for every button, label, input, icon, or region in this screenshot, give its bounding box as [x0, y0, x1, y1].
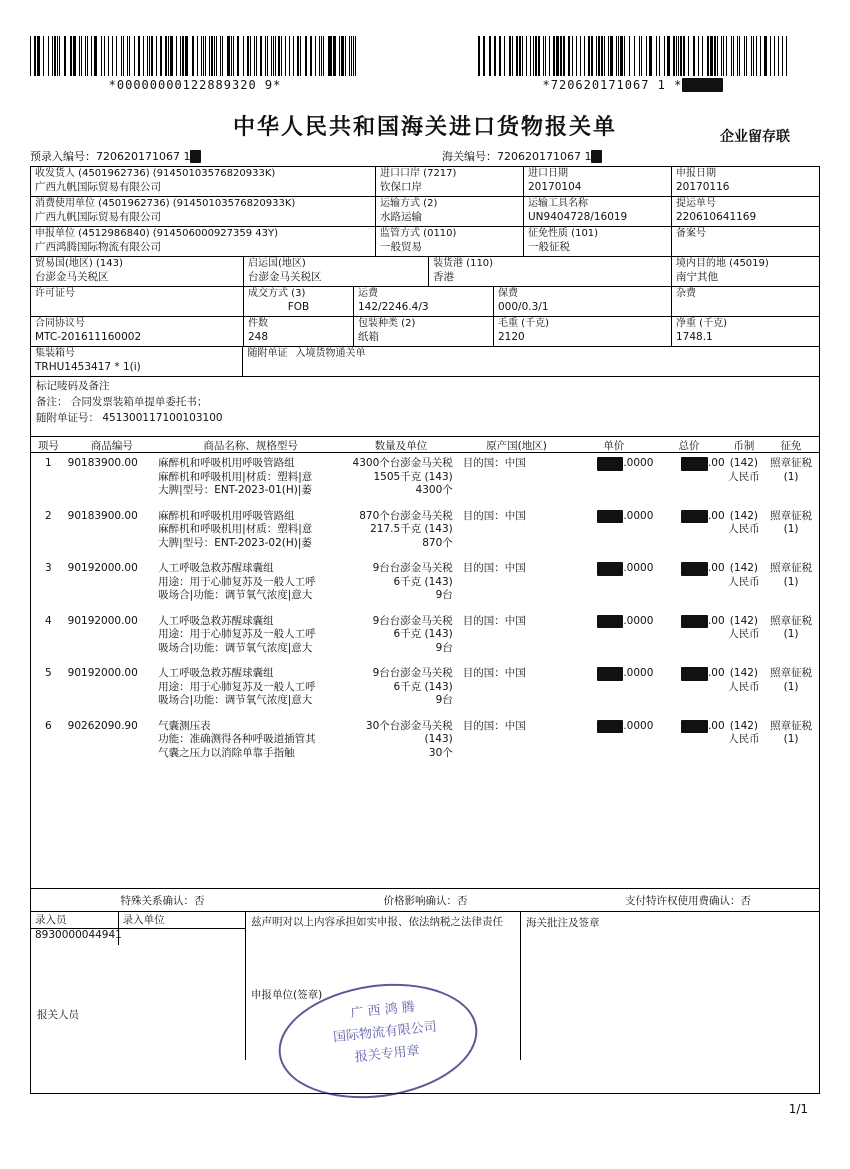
redaction-mark [597, 615, 624, 629]
goods-item-no: 1 [44, 457, 52, 469]
pre-entry-number: 预录入编号：720620171067 1 [30, 148, 201, 164]
goods-item-qty: 30个台澎金马关税 (143) 30个 [365, 719, 453, 759]
entry-person-value: 8930000044941 [31, 929, 119, 945]
goods-table-body [31, 453, 819, 760]
goods-item-code: 90183900.00 [67, 457, 138, 469]
col-total: 总价 [678, 440, 700, 452]
barcode-right [478, 36, 788, 92]
field-royalty-payment: 支付特许权使用费确认：否 [625, 895, 751, 907]
goods-row [31, 508, 819, 551]
field-package-type: 包装种类 (2) 纸箱 [354, 317, 494, 346]
goods-item-tax: 照章征税 (1) [770, 509, 813, 535]
field-marks-label: 标记唛码及备注 [36, 380, 110, 392]
entry-box [31, 912, 246, 1060]
col-name: 商品名称、规格型号 [203, 440, 298, 452]
entry-unit-value [119, 929, 245, 945]
goods-item-price: .0000 [574, 457, 653, 498]
field-gross-weight: 毛重 (千克) 2120 [494, 317, 672, 346]
field-price-effect: 价格影响确认：否 [383, 895, 468, 907]
goods-item-qty: 9台台澎金马关税 6千克 (143) 9台 [372, 667, 453, 706]
field-contract-no: 合同协议号 MTC-201611160002 [31, 317, 244, 346]
goods-item-qty: 4300个台澎金马关税 1505千克 (143) 4300个 [352, 457, 453, 496]
redaction-mark [681, 562, 708, 576]
col-no: 项号 [37, 440, 59, 452]
field-insurance: 保费 000/0.3/1 [494, 287, 672, 316]
goods-item-tax: 照章征税 (1) [770, 614, 813, 640]
goods-item-currency: (142) 人民币 [728, 457, 760, 483]
field-consignee: 收发货人 (4501962736) (91450103576820933K) 广西九帆国际贸易有限公司 [31, 167, 376, 196]
goods-item-name: 人工呼吸急救苏醒球囊组 用途：用于心肺复苏及一般人工呼 吸场合|功能：调节氧气浓度|意大 [158, 667, 316, 706]
field-pieces: 件数 248 [244, 317, 354, 346]
field-remark-line1: 备注： 合同发票装箱单提单委托书； [36, 396, 208, 408]
form-row-trade-country [31, 257, 819, 287]
goods-item-tax: 照章征税 (1) [770, 719, 813, 745]
field-loading-port: 装货港 (110) 香港 [429, 257, 672, 286]
form-row-marks-remarks [31, 377, 819, 437]
goods-item-price: .0000 [574, 562, 653, 603]
goods-row [31, 665, 819, 708]
goods-item-tax: 照章征税 (1) [770, 457, 813, 483]
redaction-mark [681, 510, 708, 524]
goods-item-total: .00 [653, 457, 724, 498]
goods-row [31, 455, 819, 498]
goods-item-qty: 9台台澎金马关税 6千克 (143) 9台 [372, 614, 453, 654]
goods-item-currency: (142) 人民币 [728, 614, 760, 640]
field-trade-country: 贸易国(地区) (143) 台澎金马关税区 [31, 257, 244, 286]
page-title: 中华人民共和国海关进口货物报关单 [232, 114, 617, 140]
copy-label: 企业留存联 [720, 129, 790, 145]
field-consumer-unit: 消费使用单位 (4501962736) (91450103576820933K) 广西九帆国际贸易有限公司 [31, 197, 376, 226]
redaction-mark [597, 667, 624, 681]
field-import-port: 进口口岸 (7217) 钦保口岸 [376, 167, 524, 196]
redaction-mark [597, 457, 624, 471]
goods-item-origin: 目的国：中国 [462, 667, 526, 679]
declarant-person-label: 报关人员 [37, 1009, 79, 1021]
field-remark-line2: 随附单证号： 451300117100103100 [36, 412, 223, 424]
form-row-consumer [31, 197, 819, 227]
goods-item-origin: 目的国：中国 [462, 614, 526, 627]
field-license-no: 许可证号 [31, 287, 244, 316]
field-shipping-country: 启运国(地区) 台澎金马关税区 [244, 257, 429, 286]
goods-item-tax: 照章征税 (1) [770, 562, 813, 588]
declaration-statement-text: 兹声明对以上内容承担如实申报、依法纳税之法律责任 [251, 916, 503, 928]
goods-item-code: 90183900.00 [67, 509, 138, 522]
field-domestic-destination: 境内目的地 (45019) 南宁其他 [676, 258, 769, 283]
entry-person-label: 录入员 [31, 912, 119, 928]
goods-item-name: 麻醉机和呼吸机用呼吸管路组 麻醉机和呼吸机用|材质：塑料|意 大脾|型号：ENT-2023-01(H)|萎 [158, 457, 313, 496]
field-misc-charges: 杂费 [676, 288, 696, 299]
goods-item-code: 90262090.90 [67, 719, 138, 732]
customs-note-box [521, 912, 819, 1060]
barcode-left [30, 36, 360, 92]
goods-item-origin: 目的国：中国 [462, 562, 526, 574]
goods-row [31, 613, 819, 656]
declaration-form [30, 166, 820, 1094]
confirmation-row [31, 889, 819, 912]
col-price: 单价 [603, 440, 625, 452]
customs-number: 海关编号：720620171067 1 [442, 148, 602, 164]
goods-item-no: 6 [44, 719, 52, 732]
goods-item-currency: (142) 人民币 [728, 562, 760, 588]
col-qty: 数量及单位 [374, 440, 428, 452]
form-row-container [31, 347, 819, 377]
goods-item-total: .00 [653, 720, 724, 761]
field-trade-terms: 成交方式 (3) FOB [244, 287, 354, 316]
form-row-declarant [31, 227, 819, 257]
goods-item-origin: 目的国：中国 [462, 509, 526, 522]
field-transport-mode: 运输方式 (2) 水路运输 [376, 197, 524, 226]
goods-item-no: 3 [44, 562, 52, 574]
goods-item-total: .00 [653, 615, 724, 656]
customs-note-label: 海关批注及签章 [526, 917, 600, 929]
goods-item-code: 90192000.00 [67, 614, 138, 627]
barcode-left-bars [30, 36, 360, 76]
field-bill-no: 提运单号 220610641169 [676, 198, 757, 223]
barcode-right-text: *720620171067 1 * [478, 78, 788, 92]
goods-item-no: 2 [44, 509, 52, 522]
goods-item-name: 气囊测压表 功能：准确测得各种呼吸道插管其 气囊之压力以消除单靠手指触 [158, 719, 316, 759]
entry-header-row [31, 912, 245, 929]
redaction-mark [597, 510, 624, 524]
goods-item-code: 90192000.00 [67, 667, 138, 679]
page-number: 1/1 [788, 1102, 808, 1116]
goods-table-body-area [31, 453, 819, 889]
redaction-mark [681, 457, 708, 471]
field-filing-no: 备案号 [676, 228, 706, 239]
goods-item-origin: 目的国：中国 [462, 719, 526, 732]
goods-row [31, 718, 819, 761]
col-tax: 征免 [780, 440, 802, 452]
field-transport-name: 运输工具名称 UN9404728/16019 [524, 197, 672, 226]
goods-row [31, 560, 819, 603]
goods-item-code: 90192000.00 [67, 562, 138, 574]
redaction-mark [597, 720, 624, 734]
goods-item-total: .00 [653, 667, 724, 708]
company-seal-text: 广 西 鸿 腾 国际物流有限公司 报关专用章 [332, 999, 438, 1066]
form-row-consignee [31, 167, 819, 197]
goods-item-name: 人工呼吸急救苏醒球囊组 用途：用于心肺复苏及一般人工呼 吸场合|功能：调节氧气浓度|意大 [158, 614, 316, 654]
col-code: 商品编号 [90, 440, 133, 452]
field-freight: 运费 142/2246.4/3 [354, 287, 494, 316]
redaction-mark [597, 562, 624, 576]
goods-item-currency: (142) 人民币 [728, 509, 760, 535]
goods-item-currency: (142) 人民币 [728, 667, 760, 693]
goods-item-price: .0000 [574, 720, 653, 761]
goods-item-price: .0000 [574, 615, 653, 656]
goods-item-qty: 9台台澎金马关税 6千克 (143) 9台 [372, 562, 453, 601]
goods-item-price: .0000 [574, 510, 653, 551]
field-declare-date: 申报日期 20170116 [676, 168, 730, 193]
goods-item-origin: 目的国：中国 [462, 457, 526, 469]
barcode-left-text: *00000000122889320 9* [108, 78, 282, 92]
field-levy-nature: 征免性质 (101) 一般征税 [524, 227, 672, 256]
goods-item-currency: (142) 人民币 [728, 719, 760, 745]
field-net-weight: 净重 (千克) 1748.1 [676, 318, 727, 343]
goods-item-price: .0000 [574, 667, 653, 708]
redaction-mark [681, 667, 708, 681]
barcode-right-bars [478, 36, 788, 76]
redaction-mark [681, 615, 708, 629]
redaction-mark [190, 150, 201, 163]
field-import-date: 进口日期 20170104 [524, 167, 672, 196]
goods-item-name: 人工呼吸急救苏醒球囊组 用途：用于心肺复苏及一般人工呼 吸场合|功能：调节氧气浓度|意大 [158, 562, 316, 601]
declaration-seal-label: 申报单位(签章) [251, 989, 323, 1001]
form-row-license [31, 287, 819, 317]
col-currency: 币制 [733, 440, 755, 452]
redaction-mark [591, 150, 602, 163]
field-declarant-unit: 申报单位 (4512986840) (914506000927359 43Y) 广西鸿腾国际物流有限公司 [31, 227, 376, 256]
field-attached-documents: 随附单证 入境货物通关单 [247, 348, 366, 359]
field-special-relation: 特殊关系确认：否 [120, 895, 205, 907]
goods-item-total: .00 [653, 562, 724, 603]
form-row-contract [31, 317, 819, 347]
goods-item-name: 麻醉机和呼吸机用呼吸管路组 麻醉机和呼吸机用|材质：塑料|意 大脾|型号：ENT-2023-02(H)|萎 [158, 509, 313, 549]
goods-item-total: .00 [653, 510, 724, 551]
redaction-mark [682, 78, 723, 92]
goods-table-header [31, 437, 819, 453]
redaction-mark [681, 720, 708, 734]
goods-item-no: 4 [44, 614, 52, 627]
goods-item-no: 5 [44, 667, 52, 679]
entry-unit-label: 录入单位 [122, 914, 165, 926]
field-container-no: 集装箱号 TRHU1453417 * 1(i) [31, 347, 243, 376]
entry-value-row [31, 929, 245, 945]
goods-item-tax: 照章征税 (1) [770, 667, 813, 693]
field-supervision-mode: 监管方式 (0110) 一般贸易 [376, 227, 524, 256]
col-origin: 原产国(地区) [486, 440, 547, 452]
goods-item-qty: 870个台澎金马关税 217.5千克 (143) 870个 [359, 509, 453, 549]
